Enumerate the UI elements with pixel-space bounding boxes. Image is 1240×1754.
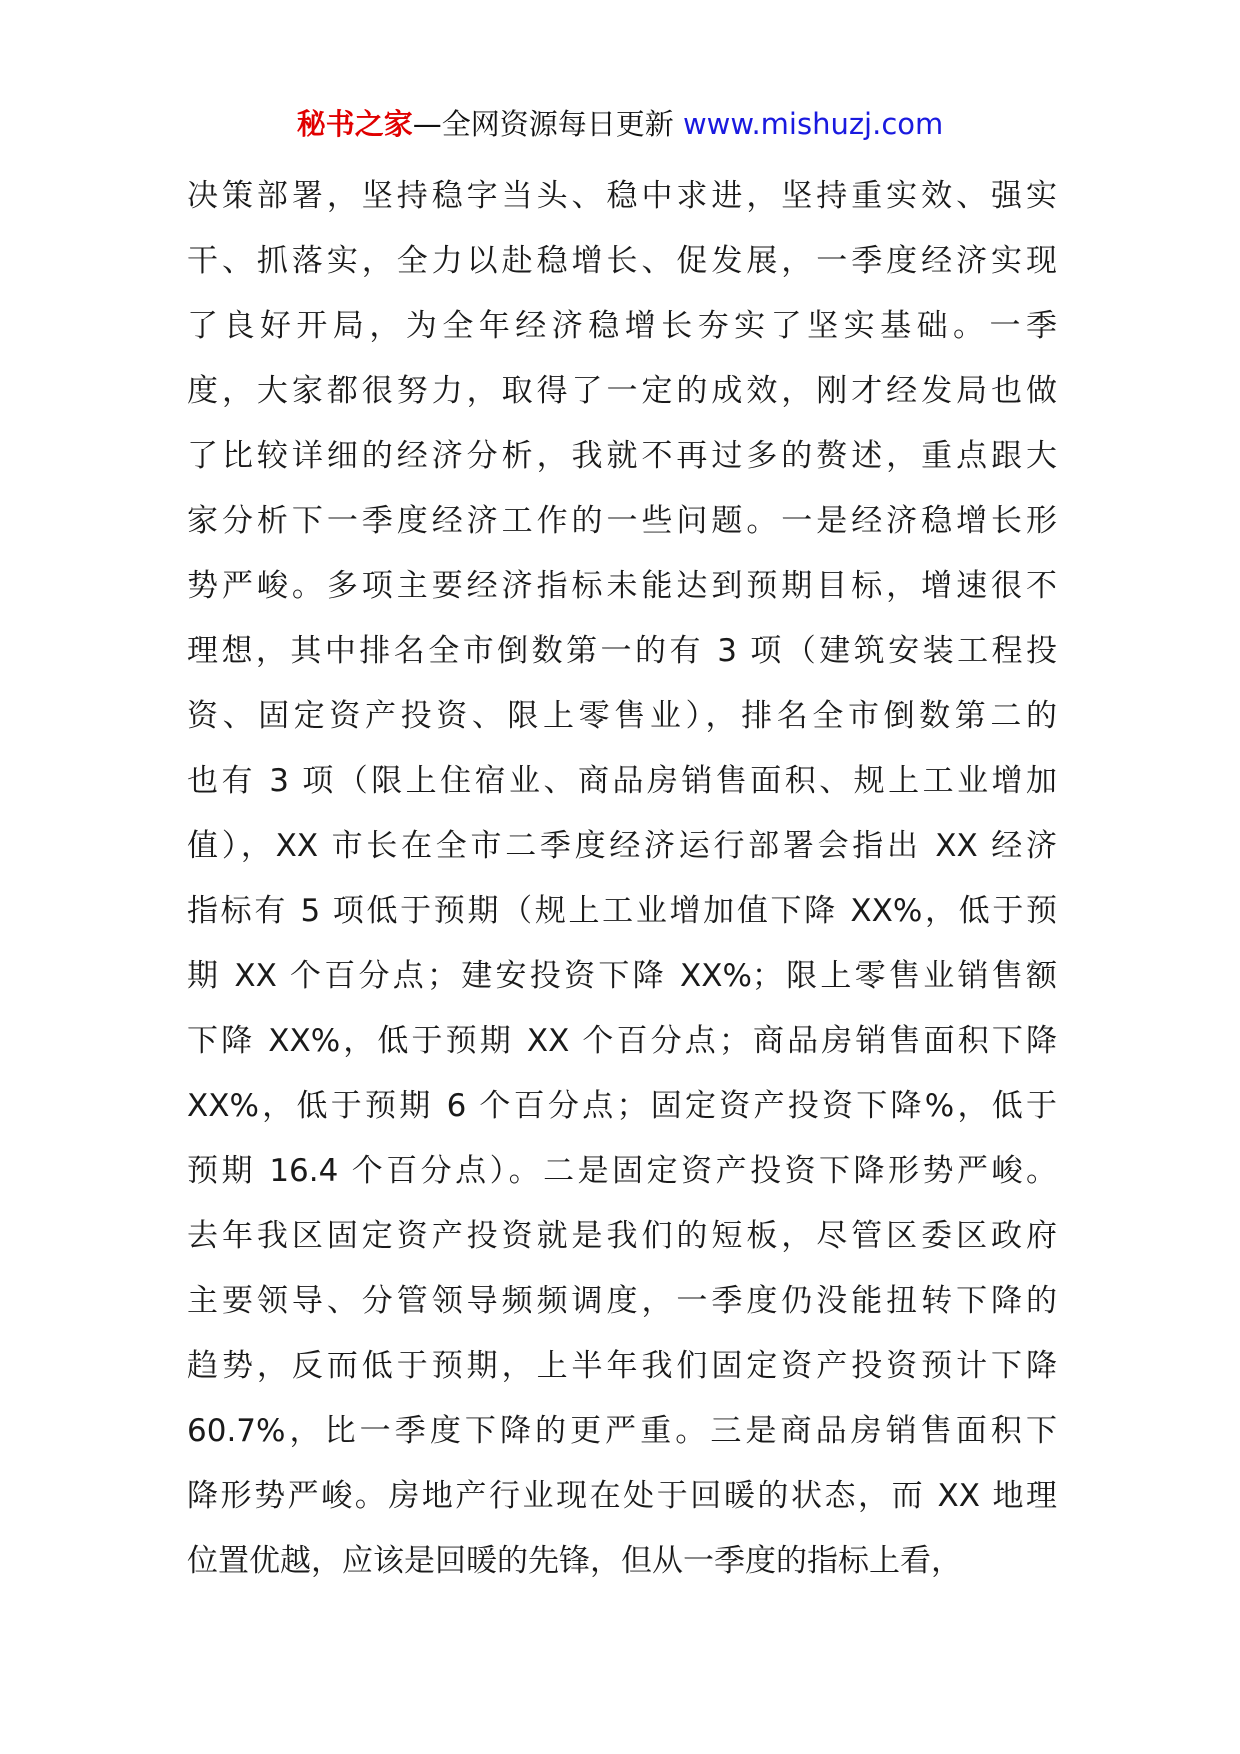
text-line: 了良好开局，为全年经济稳增长夯实了坚实基础。一季 [187, 308, 1057, 344]
text-line: 资、固定资产投资、限上零售业），排名全市倒数第二的 [187, 698, 1057, 734]
text-line: 势严峻。多项主要经济指标未能达到预期目标，增速很不 [187, 568, 1057, 604]
text-line: 下降 XX%，低于预期 XX 个百分点；商品房销售面积下降 [187, 1023, 1057, 1059]
body-paragraph [187, 164, 1057, 1594]
header-url-link[interactable]: www.mishuzj.com [682, 107, 944, 141]
text-line: 预期 16.4 个百分点）。二是固定资产投资下降形势严峻。 [187, 1153, 1057, 1189]
text-line: 指标有 5 项低于预期（规上工业增加值下降 XX%，低于预 [187, 893, 1057, 929]
header-tagline: —全网资源每日更新 [412, 107, 683, 141]
text-line: 值），XX 市长在全市二季度经济运行部署会指出 XX 经济 [187, 828, 1057, 864]
text-line: 位置优越，应该是回暖的先锋，但从一季度的指标上看， [187, 1543, 962, 1579]
text-line: 主要领导、分管领导频频调度，一季度仍没能扭转下降的 [187, 1283, 1057, 1319]
text-line: 干、抓落实，全力以赴稳增长、促发展，一季度经济实现 [187, 243, 1057, 279]
text-line: 趋势，反而低于预期，上半年我们固定资产投资预计下降 [187, 1348, 1057, 1384]
page-header [0, 100, 1240, 148]
text-line: 去年我区固定资产投资就是我们的短板，尽管区委区政府 [187, 1218, 1057, 1254]
text-line: 了比较详细的经济分析，我就不再过多的赘述，重点跟大 [187, 438, 1057, 474]
text-line: 也有 3 项（限上住宿业、商品房销售面积、规上工业增加 [187, 763, 1057, 799]
text-line: 度，大家都很努力，取得了一定的成效，刚才经发局也做 [187, 373, 1057, 409]
header-brand: 秘书之家 [296, 107, 413, 141]
text-line: 理想，其中排名全市倒数第一的有 3 项（建筑安装工程投 [187, 633, 1057, 669]
text-line: 降形势严峻。房地产行业现在处于回暖的状态，而 XX 地理 [187, 1478, 1057, 1514]
text-line: XX%，低于预期 6 个百分点；固定资产投资下降%，低于 [187, 1088, 1057, 1124]
text-line: 60.7%，比一季度下降的更严重。三是商品房销售面积下 [187, 1413, 1057, 1449]
text-line: 期 XX 个百分点；建安投资下降 XX%；限上零售业销售额 [187, 958, 1057, 994]
text-line: 决策部署，坚持稳字当头、稳中求进，坚持重实效、强实 [187, 178, 1057, 214]
text-line: 家分析下一季度经济工作的一些问题。一是经济稳增长形 [187, 503, 1057, 539]
